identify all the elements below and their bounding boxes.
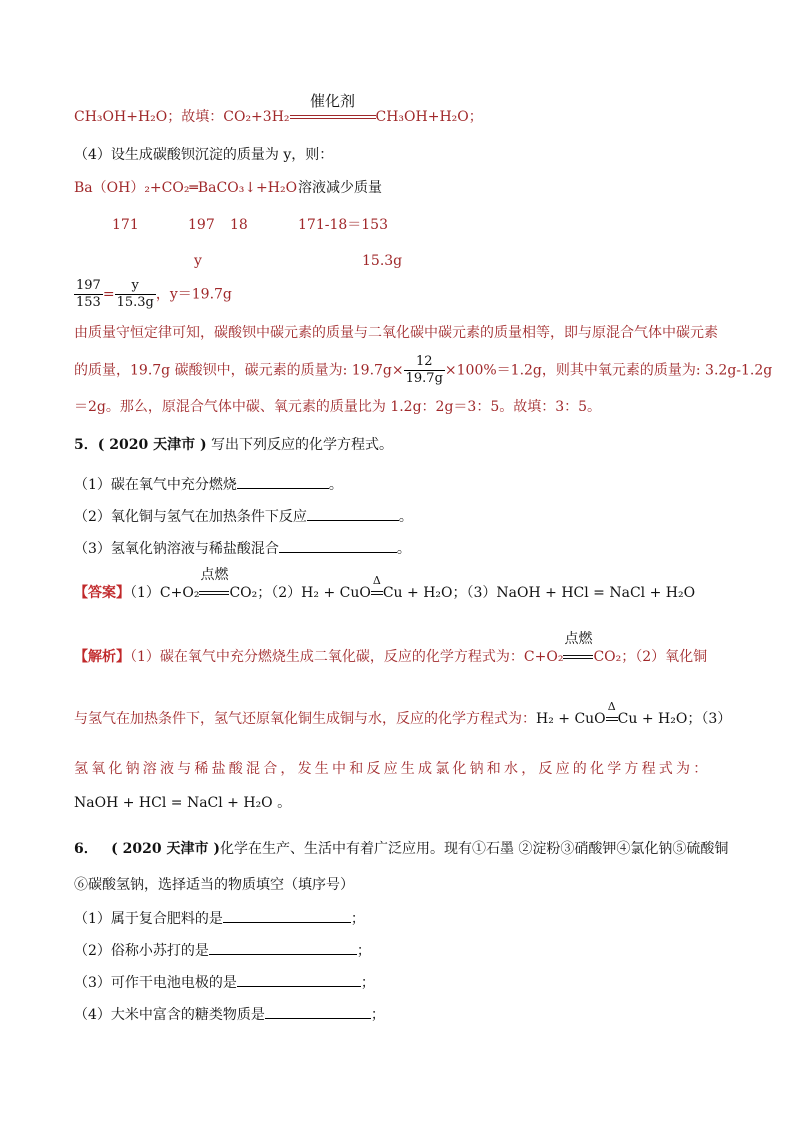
q5-analysis-4: NaOH + HCl = NaCl + H₂O 。 <box>74 795 292 811</box>
ignite-arrow-1: 点燃 <box>199 584 229 602</box>
q4-equation: Ba（OH）₂+CO₂═BaCO₃↓+H₂O <box>74 180 298 196</box>
q4-eq-right: CH₃OH+H₂O； <box>375 109 483 125</box>
answer-tag: 【答案】 <box>74 585 130 601</box>
ignite-arrow-2: 点燃 <box>563 648 593 666</box>
q6-item-2: （2）俗称小苏打的是 ； <box>74 940 371 960</box>
unknown-y: y <box>194 253 202 269</box>
q4-part4-intro: （4）设生成碳酸钡沉淀的质量为 y，则： <box>74 147 334 163</box>
mass-18: 18 <box>230 217 248 233</box>
q4-explain-3: ＝2g。那么，原混合气体中碳、氧元素的质量比为 1.2g：2g＝3：5。故填：3：5。 <box>74 399 602 415</box>
q5-blank-2[interactable] <box>307 506 399 521</box>
q5-item-1: （1）碳在氧气中充分燃烧 。 <box>74 474 343 494</box>
q4-explain-1: 由质量守恒定律可知，碳酸钡中碳元素的质量与二氧化碳中碳元素的质量相等，即与原混合气体中碳元素 <box>74 325 718 341</box>
q5-title: 5．( 2020 天津市 ) 写出下列反应的化学方程式。 <box>74 437 394 453</box>
q6-source: ( 2020 天津市 ) <box>111 841 220 857</box>
q6-blank-2[interactable] <box>209 940 357 955</box>
mass-171: 171 <box>112 217 139 233</box>
q5-item-2: （2）氧化铜与氢气在加热条件下反应 。 <box>74 506 413 526</box>
mass-diff: 171-18＝153 <box>298 217 388 233</box>
y-result: ，y＝19.7g <box>155 286 232 303</box>
q6-blank-3[interactable] <box>237 972 361 987</box>
heat-arrow-2: Δ <box>606 710 618 728</box>
q4-explain-2: 的质量，19.7g 碳酸钡中，碳元素的质量为: 19.7g× $\frac{12}{19.7g}$ ×100%＝1.2g，则其中氧元素的质量为: 3.2g-1.2g <box>74 354 773 386</box>
q5-source: ( 2020 天津市 ) <box>97 437 207 453</box>
catalyst-label: 催化剂 <box>310 92 356 110</box>
q6-item-4: （4）大米中富含的糖类物质是 ； <box>74 1004 385 1024</box>
catalyst-arrow <box>290 92 376 126</box>
q5-analysis-1: 【解析】（1）碳在氧气中充分燃烧生成二氧化碳，反应的化学方程式为：C+O₂ 点燃 CO₂；（2）氧化铜 <box>74 631 708 665</box>
q6-title-line2: ⑥碳酸氢钠，选择适当的物质填空（填序号） <box>74 877 354 893</box>
q5-analysis-3: 氢氧化钠溶液与稀盐酸混合，发生中和反应生成氯化钠和水，反应的化学方程式为： <box>74 761 711 777</box>
q6-item-1: （1）属于复合肥料的是 ； <box>74 908 365 928</box>
analysis-tag: 【解析】 <box>74 649 130 665</box>
mass-197: 197 <box>188 217 215 233</box>
q4-eq-left: CH₃OH+H₂O；故填：CO₂+3H₂ <box>74 109 290 125</box>
equals-sign: = <box>102 286 115 303</box>
q6-item-3: （3）可作干电池电极的是 ； <box>74 972 375 992</box>
q4-equation-note: 溶液减少质量 <box>298 180 382 196</box>
q6-blank-1[interactable] <box>223 908 351 923</box>
q5-analysis-2: 与氢气在加热条件下，氢气还原氧化铜生成铜与水，反应的化学方程式为：H₂ + CuO Δ Cu + H₂O；（3） <box>74 700 732 727</box>
q5-item-3: （3）氢氧化钠溶液与稀盐酸混合 。 <box>74 538 411 558</box>
q4-line-catalyst <box>74 92 483 126</box>
q4-proportion <box>74 278 232 311</box>
q6-blank-4[interactable] <box>265 1004 371 1019</box>
heat-arrow-1: Δ <box>371 584 383 602</box>
fraction-197-153: $\frac{197}{153}$ <box>76 278 101 310</box>
q5-answer: 【答案】（1）C+O₂ 点燃 CO₂；（2）H₂ + CuO Δ Cu + H₂O；（3）NaOH + HCl = NaCl + H₂O <box>74 567 696 601</box>
fraction-12-19-7g: $\frac{12}{19.7g}$ <box>405 354 443 386</box>
q6-title: 6． ( 2020 天津市 )化学在生产、生活中有着广泛应用。现有①石墨 ②淀粉③硝酸钾④氯化钠⑤硫酸铜 <box>74 841 729 857</box>
mass-15-3g: 15.3g <box>362 253 403 269</box>
q4-equation-line <box>74 179 382 197</box>
fraction-y-15-3g: $\frac{y}{15.3g}$ <box>116 278 154 310</box>
q5-blank-1[interactable] <box>237 474 329 489</box>
q5-blank-3[interactable] <box>279 538 397 553</box>
